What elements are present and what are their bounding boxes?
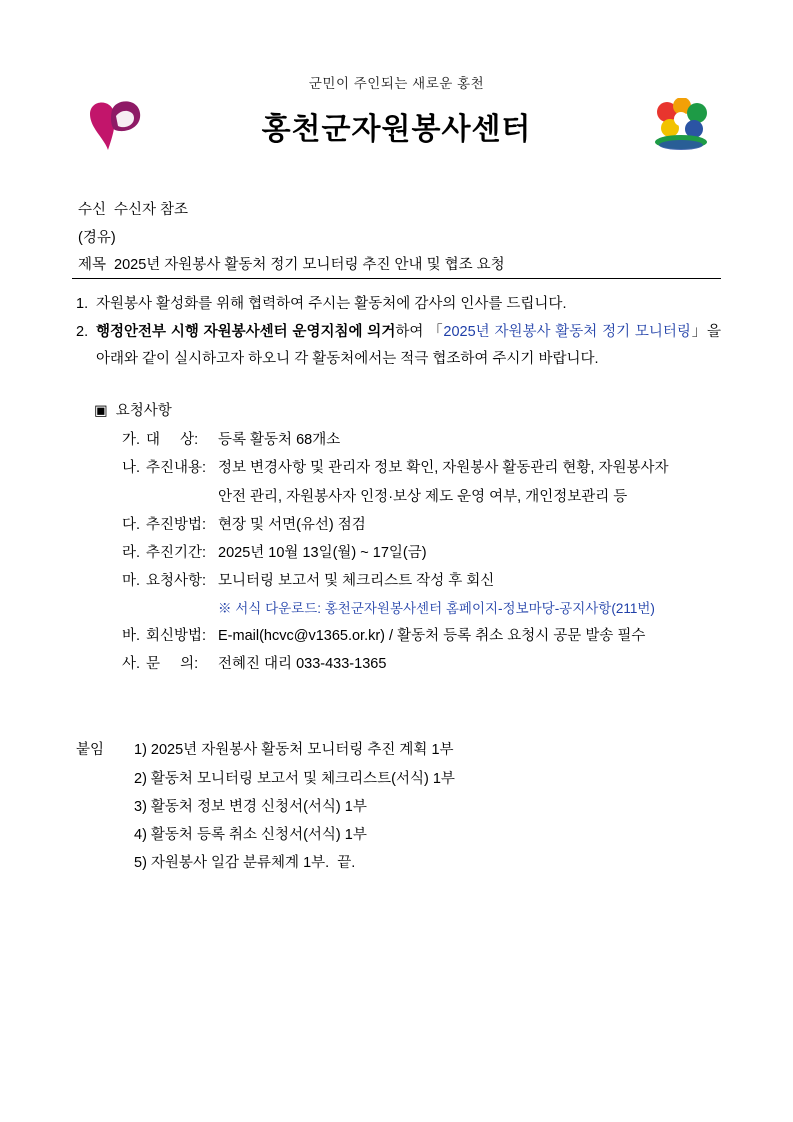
square-bullet-icon: ▣: [94, 402, 108, 419]
body-item-2-text: [96, 319, 721, 373]
request-row: [72, 567, 721, 595]
request-row-key: 요청사항:: [146, 573, 207, 590]
attachment-item: 2) 활동처 모니터링 보고서 및 체크리스트(서식) 1부: [134, 770, 455, 787]
request-row-key: 추진방법:: [146, 516, 207, 533]
subject-line: [72, 253, 721, 278]
request-row-value: 정보 변경사항 및 관리자 정보 확인, 자원봉사 활동관리 현황, 자원봉사자: [218, 460, 669, 477]
request-row-key: 문 의:: [146, 656, 199, 673]
hongcheon-emblem-icon: [649, 98, 713, 154]
request-list: [72, 426, 721, 678]
body-item-2-bold: 행정안전부 시행 자원봉사센터 운영지침에 의거: [96, 324, 396, 341]
request-row-key: 회신방법:: [146, 627, 207, 644]
request-section-title: [72, 399, 721, 420]
attachment-rest: [72, 765, 721, 878]
request-row-value: 등록 활동처 68개소: [218, 431, 341, 448]
body-item-1-number: 1.: [76, 295, 89, 312]
request-row: [72, 539, 721, 567]
request-row: [72, 622, 721, 650]
body-item-2-mid: 하여 「: [395, 324, 444, 341]
request-row-key: 대 상:: [146, 431, 199, 448]
form-download-note: ※ 서식 다운로드: 홍천군자원봉사센터 홈페이지-정보마당-공지사항(211번): [218, 600, 655, 616]
request-row-marker: 다.: [122, 516, 141, 533]
attachment-item: 1) 2025년 자원봉사 활동처 모니터링 추진 계획 1부: [134, 742, 454, 759]
slogan-text: 군민이 주인되는 새로운 홍천: [308, 76, 485, 91]
body-item-1-text: 자원봉사 활성화를 위해 협력하여 주시는 활동처에 감사의 인사를 드립니다.: [96, 295, 567, 312]
request-row-marker: 마.: [122, 573, 141, 590]
request-row-value: 모니터링 보고서 및 체크리스트 작성 후 회신: [218, 573, 495, 590]
recipient-label: 수신: [78, 202, 107, 218]
request-row-value: 전혜진 대리 033-433-1365: [218, 656, 387, 673]
attachments-block: [72, 736, 721, 877]
attachment-item: 4) 활동처 등록 취소 신청서(서식) 1부: [134, 827, 367, 844]
body-item-2-number: 2.: [76, 324, 89, 341]
organization-title: 홍천군자원봉사센터: [261, 113, 532, 146]
request-row-marker: 나.: [122, 460, 141, 477]
via-line: [78, 224, 721, 252]
subject-value: 2025년 자원봉사 활동처 정기 모니터링 추진 안내 및 협조 요청: [114, 256, 505, 273]
body-item-2-tail: 」을 아래와 같이 실시하고자 하오니 각 활동처에서는 적극 협조하여 주시기 바랍니다.: [96, 324, 721, 368]
request-row-marker: 가.: [122, 431, 141, 448]
request-row-marker: 사.: [122, 656, 141, 673]
request-row-key: 추진내용:: [146, 460, 207, 477]
request-row-continuation: 안전 관리, 자원봉사자 인정·보상 제도 운영 여부, 개인정보관리 등: [218, 488, 628, 505]
request-row: [72, 650, 721, 678]
letterhead: [72, 0, 721, 146]
request-title-text: 요청사항: [115, 402, 172, 419]
header-divider: [72, 278, 721, 279]
request-row-value: E-mail(hcvc@v1365.or.kr) / 활동처 등록 취소 요청시 공문 발송 필수: [218, 627, 646, 644]
request-row: [72, 454, 721, 482]
recipient-block: [72, 196, 721, 253]
request-row-value: 2025년 10월 13일(월) ~ 17일(금): [218, 545, 427, 562]
attachment-item: 3) 활동처 정보 변경 신청서(서식) 1부: [134, 798, 367, 815]
via-label: (경유): [78, 230, 116, 247]
attachments-label: 붙임: [76, 742, 105, 759]
request-row-marker: 바.: [122, 627, 141, 644]
attachment-item: 5) 자원봉사 일감 분류체계 1부. 끝.: [134, 855, 356, 872]
attachment-first-line: [72, 736, 721, 764]
body-content: [72, 291, 721, 373]
request-row-marker: 라.: [122, 545, 141, 562]
recipient-line: [78, 196, 721, 224]
request-row: [72, 426, 721, 454]
subject-label: 제목: [78, 256, 107, 273]
request-row: [72, 511, 721, 539]
body-item-2: [72, 319, 721, 373]
body-item-2-highlight: 2025년 자원봉사 활동처 정기 모니터링: [443, 324, 691, 341]
body-item-1: [72, 291, 721, 318]
request-row-key: 추진기간:: [146, 545, 207, 562]
recipient-value: 수신자 참조: [114, 202, 189, 218]
request-row-value: 현장 및 서면(유선) 점검: [218, 516, 366, 533]
